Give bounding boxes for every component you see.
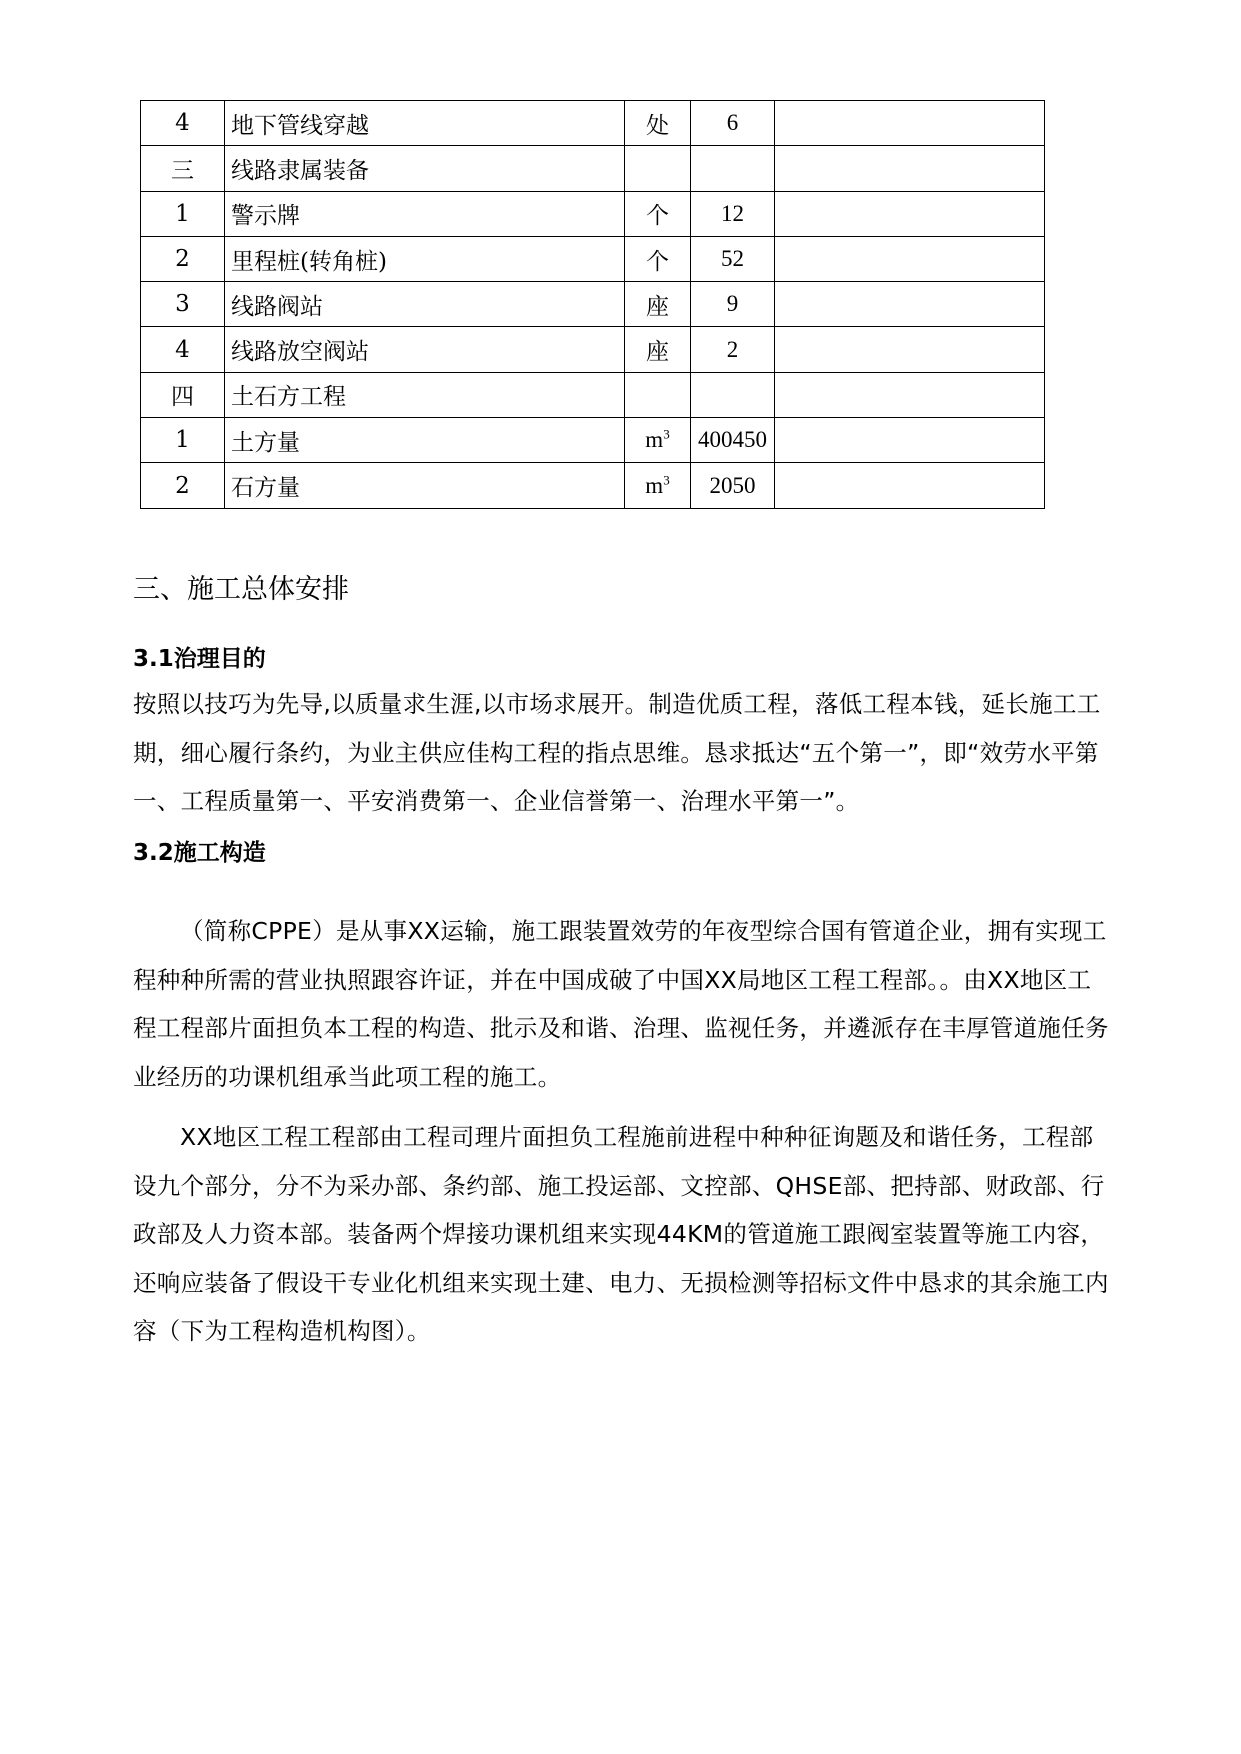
- table-row: [141, 146, 1045, 191]
- item-name-cell: 土方量: [225, 418, 625, 463]
- row-number-cell: 1: [141, 191, 225, 236]
- row-number-cell: 四: [141, 372, 225, 417]
- paragraph-organization-2: XX地区工程工程部由工程司理片面担负工程施前进程中种种征询题及和谐任务，工程部设九个部分，分不为采办部、条约部、施工投运部、文控部、QHSE部、把持部、财政部、行政部及人力资本部。装备两个焊接功课机组来实现44KM的管道施工跟阀室装置等施工内容，还响应装备了假设干专业化机组来实现土建、电力、无损检测等招标文件中恳求的其余施工内容（下为工程构造机构图）。: [133, 1123, 1109, 1345]
- quantity-cell: [691, 372, 775, 417]
- item-name-cell: 线路放空阀站: [225, 327, 625, 372]
- unit-superscript: 3: [663, 471, 670, 487]
- unit-cell: [625, 101, 691, 146]
- quantity-table: [140, 100, 1045, 509]
- unit-cell: [625, 327, 691, 372]
- unit-text: m: [645, 472, 664, 498]
- paragraph-management-goal: 按照以技巧为先导,以质量求生涯,以市场求展开。制造优质工程，落低工程本钱，延长施工工期，细心履行条约，为业主供应佳构工程的指点思维。恳求抵达“五个第一”，即“效劳水平第一、工程质量第一、平安消费第一、企业信誉第一、治理水平第一”。: [133, 690, 1101, 815]
- table-row: [141, 418, 1045, 463]
- table-row: [141, 236, 1045, 281]
- unit-text: 处: [646, 112, 669, 138]
- table-row: [141, 282, 1045, 327]
- subsection-title-3-2: 3.2施工构造: [133, 840, 266, 866]
- unit-cell: [625, 463, 691, 508]
- row-number-cell: 1: [141, 418, 225, 463]
- unit-cell: [625, 418, 691, 463]
- note-cell: [775, 327, 1045, 372]
- unit-cell: [625, 146, 691, 191]
- subsection-title-3-1: 3.1治理目的: [133, 646, 266, 672]
- quantity-cell: [691, 146, 775, 191]
- item-name-cell: 警示牌: [225, 191, 625, 236]
- unit-cell: [625, 282, 691, 327]
- item-name-cell: 里程桩(转角桩): [225, 236, 625, 281]
- unit-cell: [625, 191, 691, 236]
- table-row: [141, 191, 1045, 236]
- note-cell: [775, 418, 1045, 463]
- table-row: [141, 327, 1045, 372]
- item-name-cell: 土石方工程: [225, 372, 625, 417]
- note-cell: [775, 372, 1045, 417]
- note-cell: [775, 282, 1045, 327]
- unit-cell: [625, 372, 691, 417]
- unit-superscript: 3: [663, 426, 670, 442]
- quantity-cell: 52: [691, 236, 775, 281]
- quantity-cell: 2050: [691, 463, 775, 508]
- table-row: [141, 372, 1045, 417]
- unit-cell: [625, 236, 691, 281]
- quantity-cell: 12: [691, 191, 775, 236]
- note-cell: [775, 236, 1045, 281]
- unit-text: 座: [646, 339, 669, 365]
- row-number-cell: 三: [141, 146, 225, 191]
- note-cell: [775, 463, 1045, 508]
- quantity-table-wrapper: [140, 100, 1045, 509]
- quantity-cell: 400450: [691, 418, 775, 463]
- row-number-cell: 2: [141, 236, 225, 281]
- item-name-cell: 石方量: [225, 463, 625, 508]
- table-row: [141, 463, 1045, 508]
- quantity-table-body: [141, 101, 1045, 509]
- unit-text: 个: [646, 248, 669, 274]
- section-title: 三、施工总体安排: [133, 574, 349, 605]
- item-name-cell: 地下管线穿越: [225, 101, 625, 146]
- paragraph-organization-1: （简称CPPE）是从事XX运输，施工跟装置效劳的年夜型综合国有管道企业，拥有实现工程种种所需的营业执照跟容许证，并在中国成破了中国XX局地区工程工程部。。由XX地区工程工程部片面担负本工程的构造、批示及和谐、治理、监视任务，并遴派存在丰厚管道施任务业经历的功课机组承当此项工程的施工。: [133, 917, 1109, 1091]
- item-name-cell: 线路阀站: [225, 282, 625, 327]
- unit-text: 个: [646, 203, 669, 229]
- row-number-cell: 2: [141, 463, 225, 508]
- table-row: [141, 101, 1045, 146]
- row-number-cell: 4: [141, 101, 225, 146]
- row-number-cell: 3: [141, 282, 225, 327]
- unit-text: 座: [646, 293, 669, 319]
- note-cell: [775, 191, 1045, 236]
- row-number-cell: 4: [141, 327, 225, 372]
- quantity-cell: 6: [691, 101, 775, 146]
- quantity-cell: 2: [691, 327, 775, 372]
- note-cell: [775, 146, 1045, 191]
- quantity-cell: 9: [691, 282, 775, 327]
- note-cell: [775, 101, 1045, 146]
- unit-text: m: [645, 427, 664, 453]
- item-name-cell: 线路隶属装备: [225, 146, 625, 191]
